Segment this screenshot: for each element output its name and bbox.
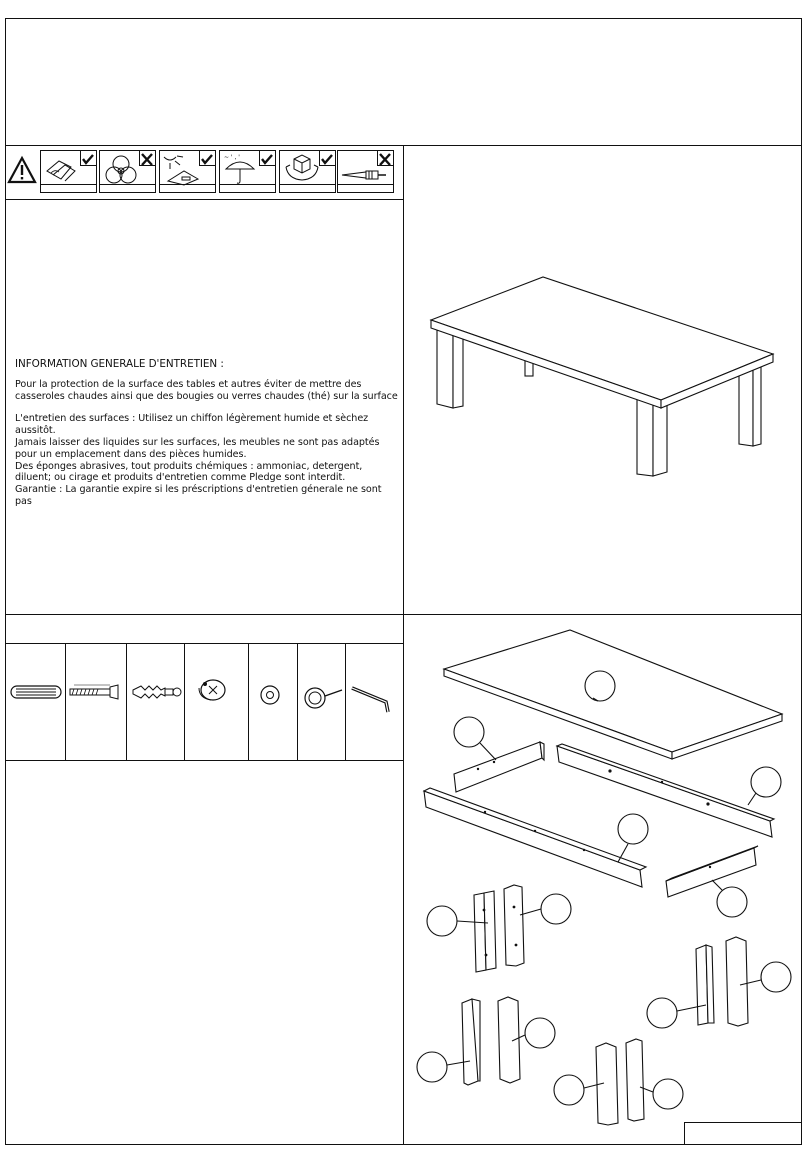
check-mark-icon <box>80 151 96 166</box>
hw-sep-2 <box>126 644 127 761</box>
care-paragraph-liquids: Jamais laisser des liquides sur les surfaces, les meubles ne sont pas adaptés pour un emplacement dans des pièces humides. <box>15 436 380 460</box>
care-paragraph-chemicals: Des éponges abrasives, tout produits chémiques : ammoniac, detergent, diluent; ou cirage et produits d'entretien comme Pledge sont interdit. <box>15 460 363 484</box>
allen-key-icon <box>350 684 398 718</box>
check-mark-icon <box>259 151 275 166</box>
part-leg-1b <box>504 885 524 966</box>
check-mark-icon <box>319 151 335 166</box>
hw-sep-3 <box>184 644 185 761</box>
divider-icons <box>5 199 404 200</box>
hw-sep-5 <box>297 644 298 761</box>
cam-bolt-icon <box>131 680 183 704</box>
part-long-rail-1 <box>557 746 772 837</box>
part-short-rail-2 <box>666 848 756 897</box>
hw-sep-6 <box>345 644 346 761</box>
chemicals-icon <box>102 153 142 185</box>
part-leg-4b <box>626 1039 644 1121</box>
care-icon-moisture <box>219 150 276 193</box>
care-icon-sharp-tools <box>337 150 394 193</box>
warning-triangle-icon <box>7 156 37 184</box>
assembled-table-illustration <box>425 270 775 485</box>
care-paragraph-cleaning: L'entretien des surfaces : Utilisez un chiffon légèrement humide et sèchez aussitôt. <box>15 413 369 437</box>
hw-sep-1 <box>65 644 66 761</box>
svg-text:~ ' , ': ~ ' , ' <box>224 154 240 161</box>
care-icon-sun <box>159 150 216 193</box>
cap-icon <box>258 684 282 706</box>
part-long-rail-2 <box>424 791 642 887</box>
footer-box <box>684 1122 802 1145</box>
cross-mark-icon <box>139 151 155 166</box>
handle-with-care-icon <box>282 153 322 185</box>
moisture-icon <box>222 153 262 185</box>
sunlight-icon <box>162 153 202 185</box>
wood-screw-icon <box>68 684 124 700</box>
wooden-dowel-icon <box>10 684 64 700</box>
check-mark-icon <box>199 151 215 166</box>
part-short-rail-1 <box>454 742 542 792</box>
care-paragraph-warranty: Garantie : La garantie expire si les préscriptions d'entretien génerale ne sont pas <box>15 484 382 507</box>
part-leg-3b <box>498 997 520 1083</box>
exploded-parts-illustration <box>410 625 802 1125</box>
care-information <box>15 359 401 508</box>
divider-vertical <box>403 145 404 1145</box>
care-paragraph-protection: Pour la protection de la surface des tables et autres éviter de mettre des casseroles chaudes ainsi que des bougies ou verres chaudes (thé) sur la surface <box>15 378 398 402</box>
care-icon-chemicals <box>99 150 156 193</box>
care-title: INFORMATION GENERALE D'ENTRETIEN : <box>15 358 224 370</box>
felt-pad-icon <box>304 686 344 710</box>
care-icon-handle <box>279 150 336 193</box>
care-icon-cloth <box>40 150 97 193</box>
part-leg-2b <box>726 937 748 1026</box>
cam-lock-icon <box>195 676 229 704</box>
cross-mark-icon <box>377 151 393 166</box>
hw-sep-4 <box>248 644 249 761</box>
soft-cloth-icon <box>43 153 81 183</box>
